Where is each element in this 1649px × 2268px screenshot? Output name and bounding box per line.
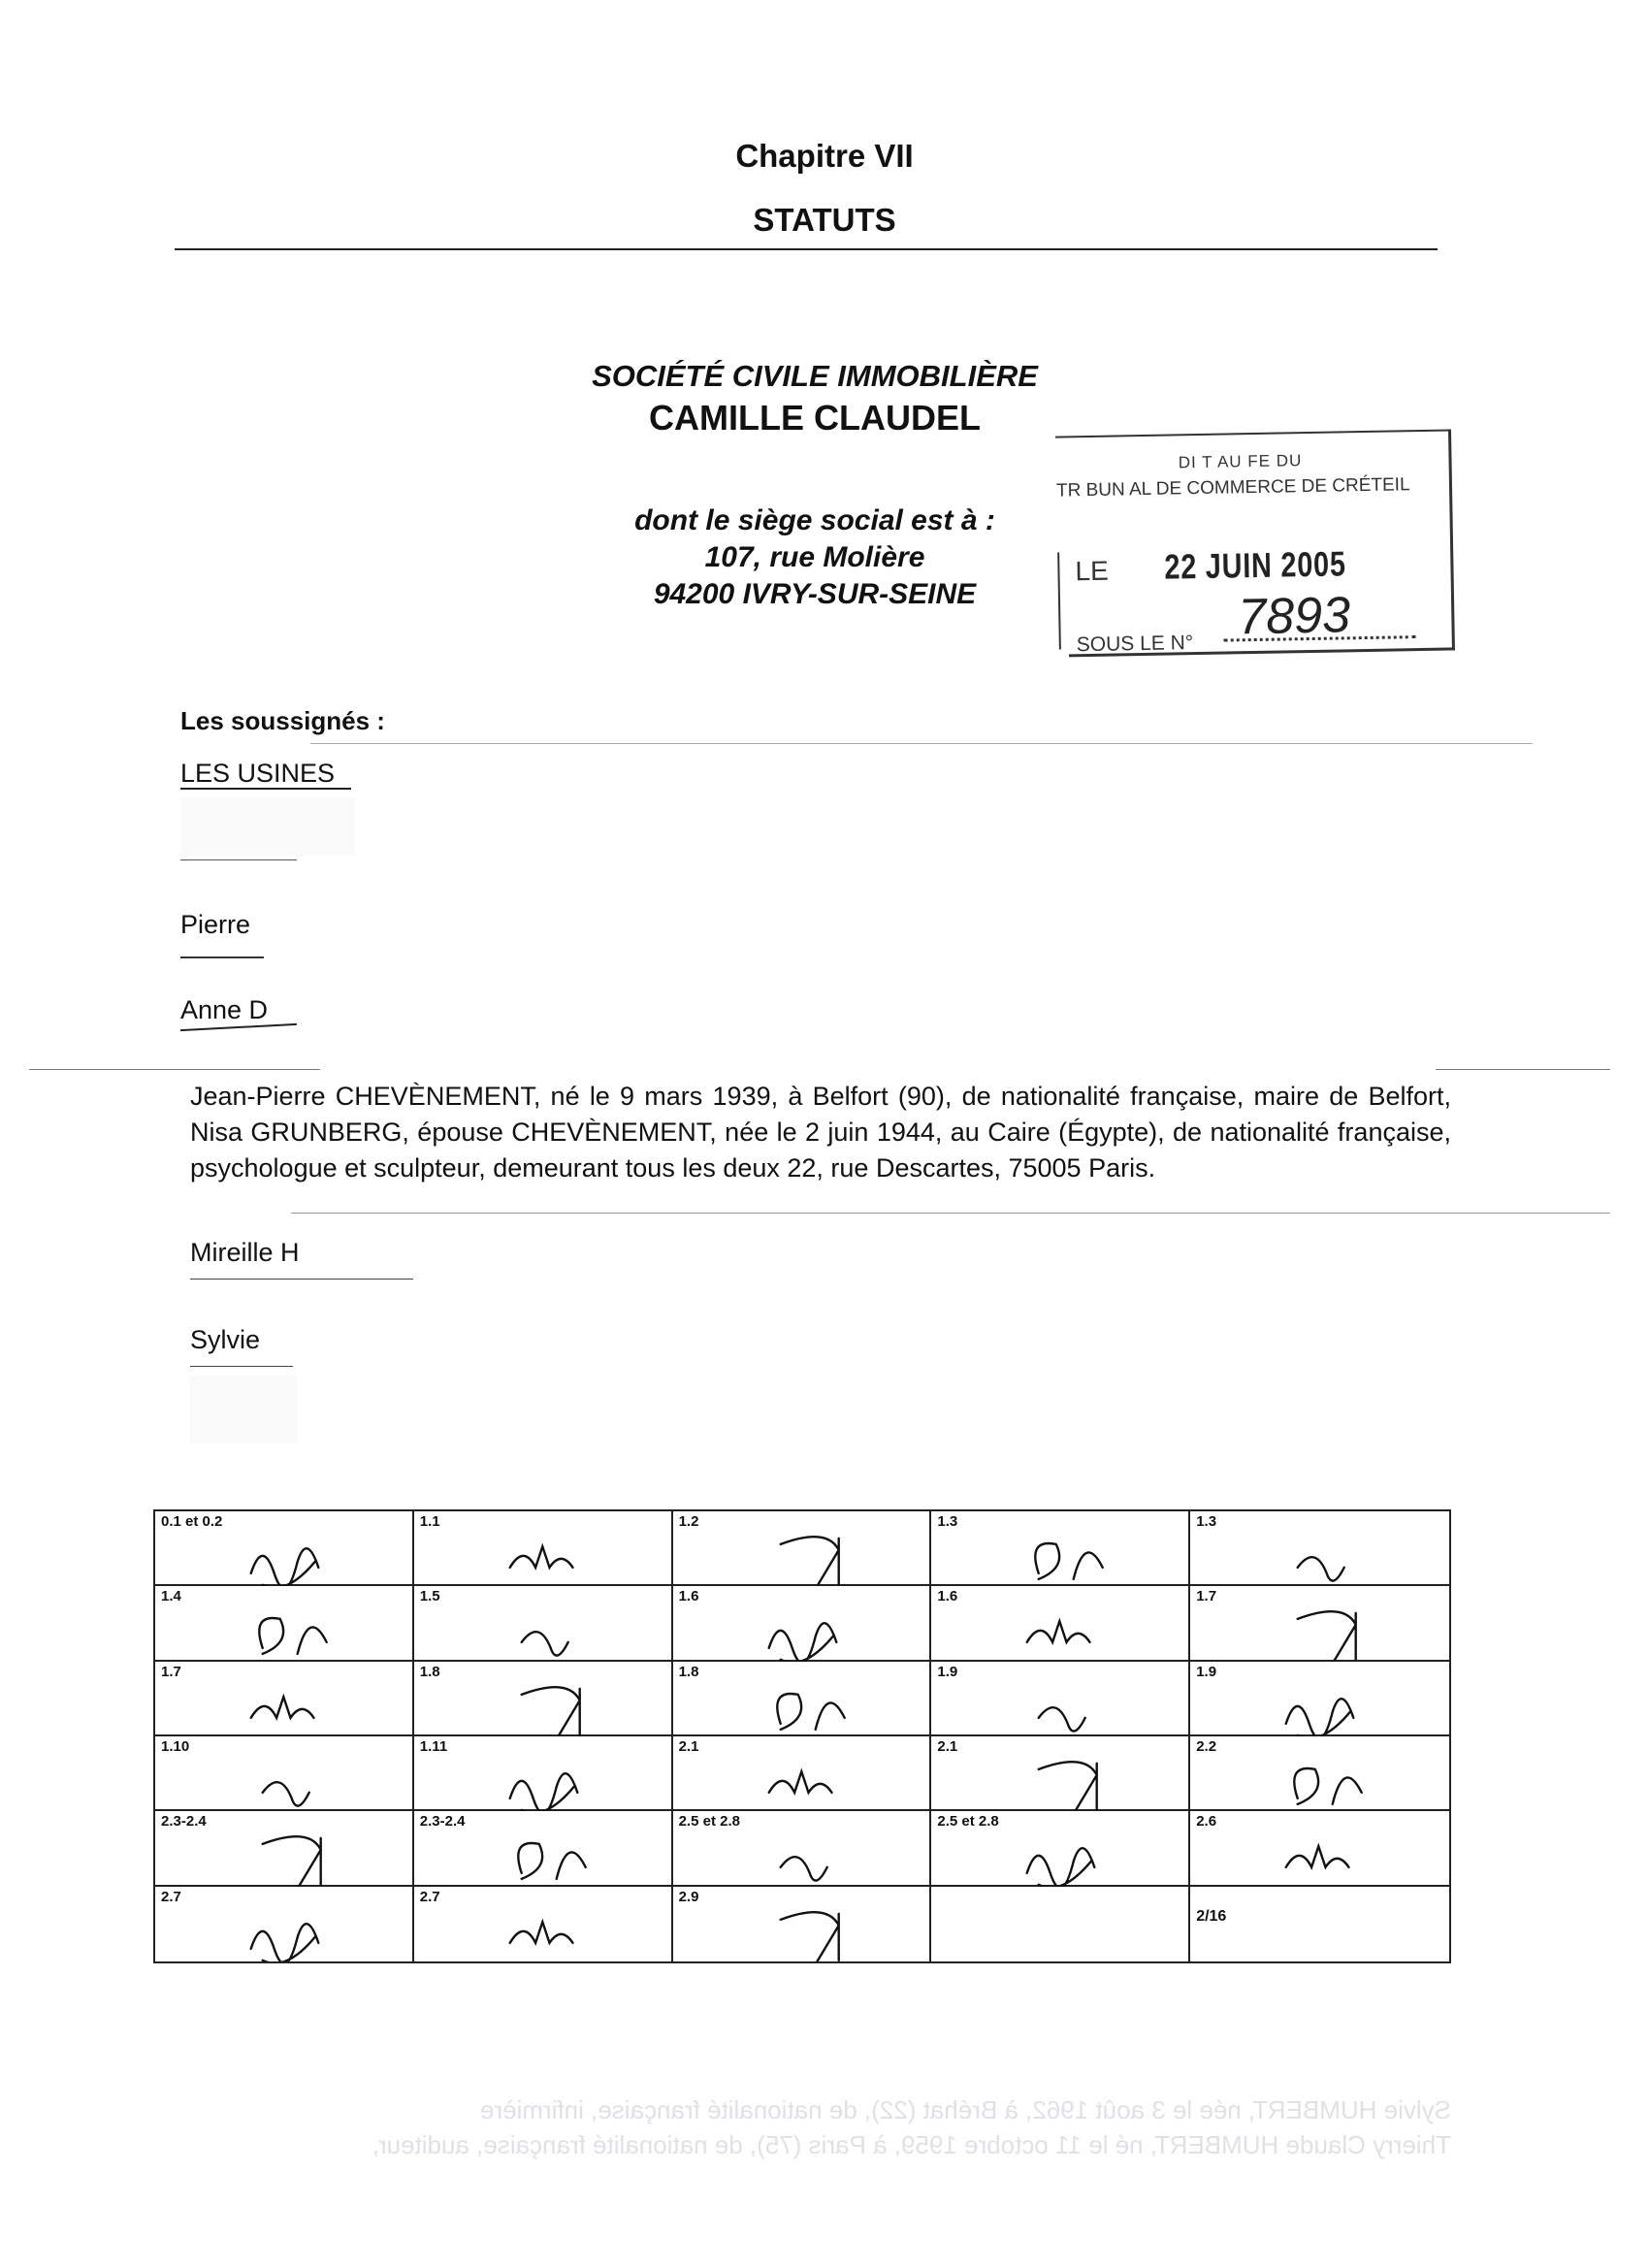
handwritten-initials [931, 1662, 1190, 1736]
initials-cell-label: 2.5 et 2.8 [937, 1813, 999, 1831]
company-type: SOCIÉTÉ CIVILE IMMOBILIÈRE [592, 359, 1038, 393]
initials-cell-label: 2.2 [1196, 1738, 1217, 1755]
initials-cell [414, 1662, 673, 1736]
company-name: CAMILLE CLAUDEL [649, 398, 981, 437]
initials-cell [931, 1511, 1190, 1586]
party-underline [180, 859, 297, 860]
initials-cell-label: 2.6 [1196, 1813, 1217, 1831]
initials-cell [155, 1887, 414, 1961]
handwritten-initials [931, 1736, 1190, 1811]
handwritten-initials [155, 1887, 414, 1961]
handwritten-initials [414, 1662, 673, 1736]
initials-cell-label: 1.10 [161, 1738, 190, 1755]
handwritten-initials [931, 1511, 1190, 1586]
redacted-area [190, 1376, 297, 1443]
initials-cell [414, 1811, 673, 1886]
fold-line [291, 1213, 1610, 1214]
address-street: 107, rue Molière [704, 541, 925, 573]
party-underline [190, 1279, 413, 1280]
handwritten-initials [155, 1586, 414, 1661]
initials-cell [931, 1736, 1190, 1811]
handwritten-initials [1190, 1662, 1449, 1736]
fold-line [1436, 1069, 1610, 1070]
initials-cell-label: 1.9 [937, 1663, 958, 1680]
initials-cell [673, 1811, 932, 1886]
registry-stamp [1055, 429, 1455, 657]
stamp-date-label: LE [1075, 555, 1109, 587]
bleed-through-line: Thierry Claude HUMBERT, né le 11 octobre 1959, à Paris (75), de nationalité française, auditeur, [372, 2130, 1451, 2159]
initials-cell [673, 1511, 932, 1586]
initials-cell-label: 1.2 [678, 1513, 699, 1530]
stamp-header: DI T AU FE DU [1178, 451, 1303, 472]
redacted-area [180, 797, 355, 856]
title-divider [175, 248, 1438, 250]
initials-cell-label: 1.9 [1196, 1663, 1217, 1680]
initials-cell [155, 1736, 414, 1811]
party-usines: LES USINES [180, 759, 336, 788]
handwritten-initials [414, 1887, 673, 1961]
stamp-date: 22 JUIN 2005 [1164, 543, 1347, 587]
handwritten-initials [1190, 1736, 1449, 1811]
initials-cell-label: 2.9 [678, 1888, 699, 1905]
initials-cell [155, 1586, 414, 1661]
initials-cell-label: 1.8 [678, 1663, 699, 1680]
initials-cell [673, 1662, 932, 1736]
initials-cell [673, 1736, 932, 1811]
initials-cell [931, 1811, 1190, 1886]
handwritten-initials [414, 1811, 673, 1886]
party-underline [190, 1366, 293, 1367]
initials-cell [1190, 1887, 1449, 1961]
initials-cell-label: 1.1 [419, 1513, 440, 1530]
initials-cell-label: 0.1 et 0.2 [161, 1513, 223, 1530]
initials-cell [1190, 1811, 1449, 1886]
initials-cell-label: 1.6 [937, 1588, 958, 1605]
chapter-heading: Chapitre VII [735, 138, 914, 174]
party-underline [180, 788, 351, 790]
party-mireille: Mireille H [190, 1238, 300, 1267]
initials-cell [1190, 1662, 1449, 1736]
address-city: 94200 IVRY-SUR-SEINE [653, 578, 977, 610]
initials-cell-label: 1.11 [419, 1738, 448, 1755]
handwritten-initials [155, 1511, 414, 1586]
initials-cell [1190, 1736, 1449, 1811]
initials-grid [153, 1509, 1451, 1963]
initials-cell [931, 1586, 1190, 1661]
initials-cell-label: 2.1 [937, 1738, 958, 1755]
initials-cell [155, 1662, 414, 1736]
party-sylvie: Sylvie [190, 1325, 261, 1354]
initials-cell [414, 1586, 673, 1661]
initials-cell-label: 1.3 [1196, 1513, 1217, 1530]
party-pierre: Pierre [180, 910, 251, 939]
handwritten-initials [414, 1736, 673, 1811]
initials-cell-label: 1.5 [419, 1588, 440, 1605]
initials-cell-label: 2.3-2.4 [161, 1813, 207, 1831]
party-underline [180, 956, 264, 958]
initials-cell [414, 1736, 673, 1811]
initials-cell-label: 2.1 [678, 1738, 699, 1755]
initials-cell-label: 1.6 [678, 1588, 699, 1605]
handwritten-initials [931, 1586, 1190, 1661]
initials-cell-label: 1.8 [419, 1663, 440, 1680]
document-title: STATUTS [753, 202, 896, 238]
initials-cell [155, 1511, 414, 1586]
handwritten-initials [155, 1662, 414, 1736]
initials-cell [673, 1887, 932, 1961]
bleed-through-line: Sylvie HUMBERT, née le 3 août 1962, à Bréhat (22), de nationalité française, infirmière [479, 2095, 1451, 2124]
initials-cell-label: 2.5 et 2.8 [678, 1813, 740, 1831]
handwritten-initials [673, 1662, 932, 1736]
fold-line [310, 743, 1533, 744]
handwritten-initials [673, 1586, 932, 1661]
initials-cell-label: 1.7 [1196, 1588, 1217, 1605]
handwritten-initials [414, 1586, 673, 1661]
initials-cell-label: 1.7 [161, 1663, 181, 1680]
handwritten-initials [673, 1736, 932, 1811]
initials-cell [1190, 1511, 1449, 1586]
initials-cell [931, 1887, 1190, 1961]
handwritten-initials [673, 1811, 932, 1886]
initials-cell [931, 1662, 1190, 1736]
handwritten-initials [155, 1736, 414, 1811]
initials-cell-label: 1.4 [161, 1588, 181, 1605]
address-intro: dont le siège social est à : [634, 504, 995, 536]
initials-cell [673, 1586, 932, 1661]
page-number: 2/16 [1196, 1907, 1227, 1925]
initials-cell [155, 1811, 414, 1886]
party-anne: Anne D [180, 995, 269, 1024]
stamp-court: TR BUN AL DE COMMERCE DE CRÉTEIL [1055, 474, 1410, 502]
handwritten-initials [414, 1511, 673, 1586]
party-chevenement-paragraph: Jean-Pierre CHEVÈNEMENT, né le 9 mars 1939, à Belfort (90), de nationalité française, maire de Belfort, Nisa GRUNBERG, épouse CHEVÈNEMENT, née le 2 juin 1944, au Caire (Égypte), de nationalité française, psychologue et sculpteur, demeurant tous les deux 22, rue Descartes, 75005 Paris. [190, 1082, 1451, 1183]
stamp-number: 7893 [1237, 587, 1351, 646]
initials-cell-label: 2.7 [419, 1888, 440, 1905]
stamp-number-label: SOUS LE N° [1076, 632, 1194, 657]
initials-cell [414, 1887, 673, 1961]
initials-cell [1190, 1586, 1449, 1661]
handwritten-initials [673, 1511, 932, 1586]
handwritten-initials [673, 1887, 932, 1961]
fold-line [29, 1069, 320, 1070]
initials-cell-label: 2.7 [161, 1888, 181, 1905]
handwritten-initials [155, 1811, 414, 1886]
handwritten-initials [931, 1811, 1190, 1886]
signatories-heading: Les soussignés : [180, 706, 385, 735]
initials-cell [414, 1511, 673, 1586]
handwritten-initials [1190, 1586, 1449, 1661]
initials-cell-label: 1.3 [937, 1513, 958, 1530]
handwritten-initials [1190, 1511, 1449, 1586]
handwritten-initials [1190, 1811, 1449, 1886]
initials-cell-label: 2.3-2.4 [419, 1813, 466, 1831]
